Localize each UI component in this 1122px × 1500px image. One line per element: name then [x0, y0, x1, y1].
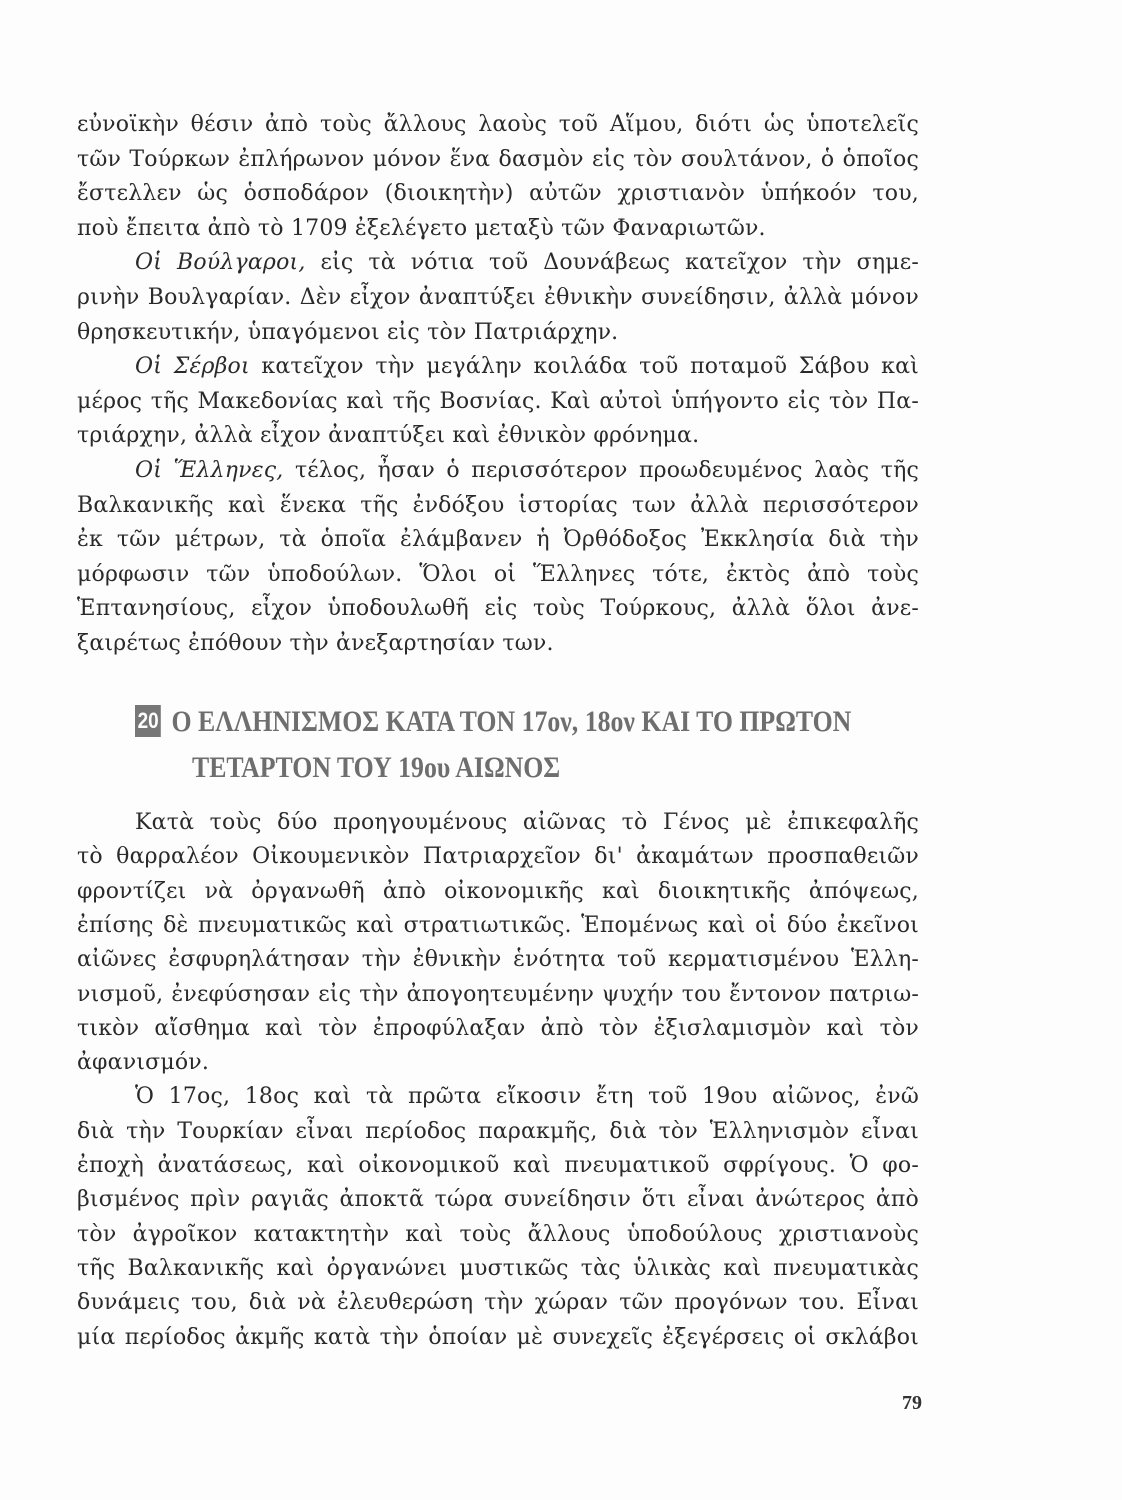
text-line [77, 491, 919, 521]
line-text: ξαιρέτως ἐπόθουν τὴν ἀνεξαρτησίαν των. [77, 631, 554, 656]
line-text: μέρος τῆς Μακεδονίας καὶ τῆς Βοσνίας. Καὶ αὐτοὶ ὑπήγοντο εἰς τὸν Πα- [77, 388, 919, 414]
line-text: αἰῶνες ἐσφυρηλάτησαν τὴν ἐθνικὴν ἑνότητα τοῦ κερματισμένου Ἑλλη- [77, 947, 919, 973]
text-line [77, 283, 919, 313]
text-line [77, 1117, 919, 1147]
text-line [77, 842, 919, 872]
text-line [77, 594, 919, 624]
italic-lead: Οἱ Βούλγαροι, [135, 250, 306, 276]
line-text: τῆς Βαλκανικῆς καὶ ὀργανώνει μυστικῶς τὰς ὑλικὰς καὶ πνευματικὰς [77, 1255, 919, 1281]
line-text: τικὸν αἴσθημα καὶ τὸν ἐπροφύλαξαν ἀπὸ τὸν ἐξισλαμισμὸν καὶ τὸν [77, 1015, 919, 1041]
line-text: εἰς τὰ νότια τοῦ Δουνάβεως κατεῖχον τὴν σημε- [305, 250, 920, 276]
text-line [77, 629, 919, 659]
text-line [77, 911, 919, 941]
line-text: ἐκ τῶν μέτρων, τὰ ὁποῖα ἐλάμβανεν ἡ Ὀρθόδοξος Ἐκκλησία διὰ τὴν [77, 527, 919, 553]
line-text: Ὁ 17ος, 18ος καὶ τὰ πρῶτα εἴκοσιν ἔτη τοῦ 19ου αἰῶνος, ἐνῶ [135, 1084, 919, 1110]
line-text: μία περίοδος ἀκμῆς κατὰ τὴν ὁποίαν μὲ συνεχεῖς ἐξεγέρσεις οἱ σκλάβοι [77, 1324, 919, 1350]
line-text: ἀφανισμόν. [77, 1050, 210, 1076]
text-line [77, 525, 919, 555]
line-text: ἐποχὴ ἀνατάσεως, καὶ οἰκονομικοῦ καὶ πνευματικοῦ σφρίγους. Ὁ φο- [77, 1153, 919, 1178]
text-line [135, 1082, 919, 1112]
text-line [77, 145, 919, 175]
line-text: τῶν Τούρκων ἐπλήρωνον μόνον ἕνα δασμὸν εἰς τὸν σουλτάνον, ὁ ὁποῖος [77, 146, 919, 172]
text-line [77, 214, 919, 244]
text-line [77, 1254, 919, 1284]
text-line [77, 421, 919, 451]
text-line [77, 560, 919, 590]
text-line [135, 352, 919, 382]
text-line [77, 1288, 919, 1318]
text-line [77, 387, 919, 417]
line-text: διὰ τὴν Τουρκίαν εἶναι περίοδος παρακμῆς, διὰ τὸν Ἑλληνισμὸν εἶναι [77, 1118, 919, 1144]
line-text: εὐνοϊκὴν θέσιν ἀπὸ τοὺς ἄλλους λαοὺς τοῦ Αἵμου, διότι ὡς ὑποτελεῖς [77, 112, 919, 137]
text-line [77, 1220, 919, 1250]
text-line [135, 808, 919, 838]
text-line [77, 1323, 919, 1353]
line-text: ποὺ ἔπειτα ἀπὸ τὸ 1709 ἐξελέγετο μεταξὺ τῶν Φαναριωτῶν. [77, 215, 766, 241]
text-line [77, 945, 919, 975]
line-text: ἔστελλεν ὡς ὁσποδάρον (διοικητὴν) αὐτῶν χριστιανὸν ὑπήκοόν του, [77, 181, 919, 207]
text-line [77, 877, 919, 907]
line-text: νισμοῦ, ἐνεφύσησαν εἰς τὴν ἀπογοητευμένην ψυχήν του ἔντονον πατριω- [77, 981, 919, 1007]
line-text: φροντίζει νὰ ὀργανωθῆ ἀπὸ οἰκονομικῆς καὶ διοικητικῆς ἀπόψεως, [77, 878, 919, 904]
text-line [77, 980, 919, 1010]
text-line [135, 248, 919, 278]
line-text: ρινὴν Βουλγαρίαν. Δὲν εἶχον ἀναπτύξει ἐθνικὴν συνείδησιν, ἀλλὰ μόνον [77, 285, 919, 310]
text-line [135, 456, 919, 486]
line-text: θρησκευτικήν, ὑπαγόμενοι εἰς τὸν Πατριάρχην. [77, 319, 619, 345]
section-title-line-2: ΤΕΤΑΡΤΟΝ ΤΟΥ 19ου ΑΙΩΝΟΣ [192, 751, 561, 784]
line-text: Βαλκανικῆς καὶ ἕνεκα τῆς ἐνδόξου ἱστορίας των ἀλλὰ περισσότερον [77, 492, 919, 518]
line-text: τέλος, ἦσαν ὁ περισσότερον προωδευμένος λαὸς τῆς [283, 458, 919, 483]
section-number-badge: 20 [135, 705, 161, 737]
line-text: τὸν ἀγροῖκον κατακτητὴν καὶ τοὺς ἄλλους ὑποδούλους χριστιανοὺς [77, 1221, 919, 1247]
line-text: τριάρχην, ἀλλὰ εἶχον ἀναπτύξει καὶ ἐθνικὸν φρόνημα. [77, 423, 700, 449]
line-text: τὸ θαρραλέον Οἰκουμενικὸν Πατριαρχεῖον δι' ἀκαμάτων προσπαθειῶν [77, 844, 919, 870]
line-text: Κατὰ τοὺς δύο προηγουμένους αἰῶνας τὸ Γένος μὲ ἐπικεφαλῆς [135, 810, 919, 835]
line-text: ἐπίσης δὲ πνευματικῶς καὶ στρατιωτικῶς. Ἑπομένως καὶ οἱ δύο ἐκεῖνοι [77, 912, 919, 938]
page-number: 79 [902, 1392, 922, 1414]
text-line [77, 110, 919, 140]
text-line [77, 1151, 919, 1181]
line-text: μόρφωσιν τῶν ὑποδούλων. Ὅλοι οἱ Ἕλληνες τότε, ἐκτὸς ἀπὸ τοὺς [77, 561, 919, 587]
text-line [77, 179, 919, 209]
text-line [77, 318, 919, 348]
line-text: βισμένος πρὶν ραγιᾶς ἀποκτᾶ τώρα συνείδησιν ὅτι εἶναι ἀνώτερος ἀπὸ [77, 1187, 919, 1213]
line-text: Ἑπτανησίους, εἶχον ὑποδουλωθῆ εἰς τοὺς Τούρκους, ἀλλὰ ὅλοι ἀνε- [77, 596, 919, 622]
italic-lead: Οἱ Ἕλληνες, [135, 458, 284, 483]
line-text: δυνάμεις του, διὰ νὰ ἐλευθερώση τὴν χώραν τῶν προγόνων του. Εἶναι [77, 1290, 919, 1316]
text-line [77, 1048, 919, 1078]
line-text: κατεῖχον τὴν μεγάλην κοιλάδα τοῦ ποταμοῦ Σάβου καὶ [249, 354, 920, 380]
text-line [77, 1014, 919, 1044]
italic-lead: Οἱ Σέρβοι [135, 354, 250, 380]
section-title-line-1: Ο ΕΛΛΗΝΙΣΜΟΣ ΚΑΤΑ ΤΟΝ 17ον, 18ον ΚΑΙ ΤΟ ΠΡΩΤΟΝ [171, 705, 852, 738]
text-line [77, 1185, 919, 1215]
